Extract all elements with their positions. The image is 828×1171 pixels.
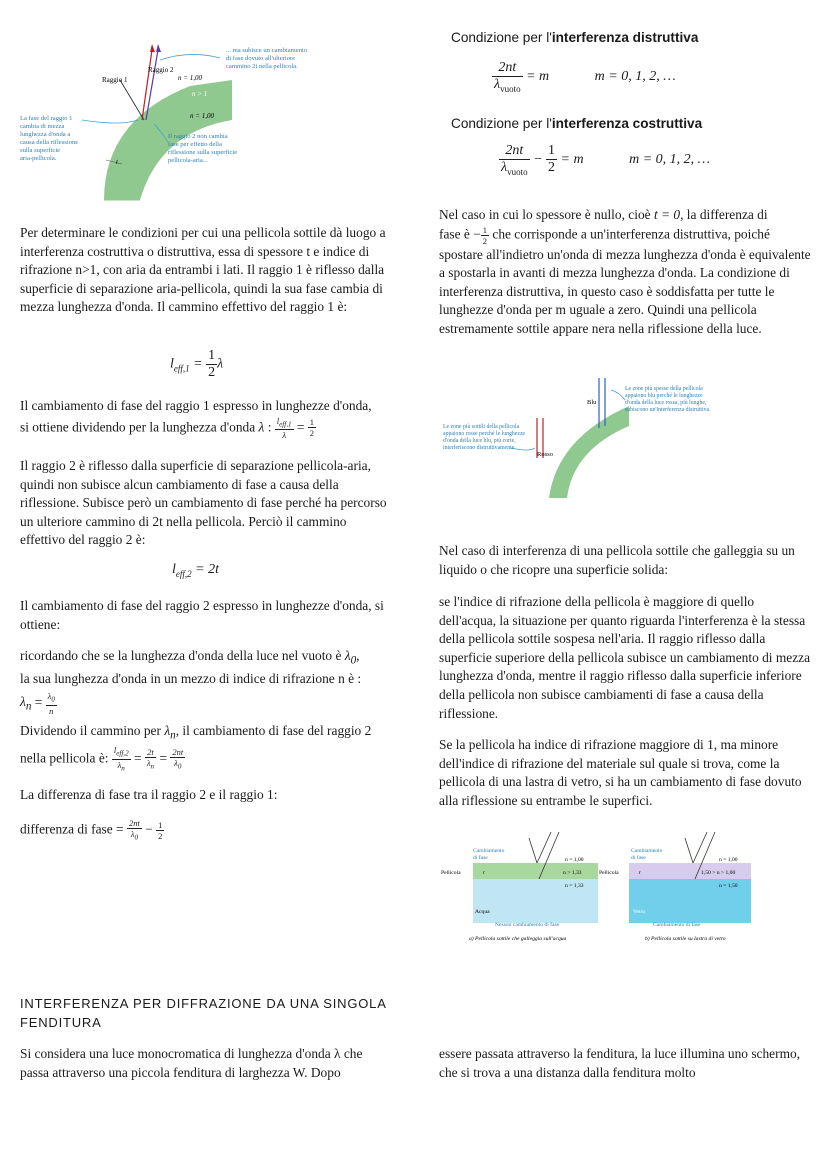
svg-text:lunghezza d'onda a: lunghezza d'onda a: [20, 131, 71, 138]
blu-label: Blu: [587, 399, 597, 406]
right-paragraph-4: Se la pellicola ha indice di rifrazione maggiore di 1, ma minore dell'indice di rifrazione del materiale sul quale si trova, come la pellicola di una lastra di vetro, si ha un cambiamento di fase dovuto alla riflessione su entrambe le superfici.: [439, 737, 802, 808]
svg-text:Cambiamento di fase: Cambiamento di fase: [653, 922, 701, 928]
svg-text:di fase: di fase: [631, 855, 646, 861]
right-paragraph-3: se l'indice di rifrazione della pellicola è maggiore di quello dell'acqua, la situazione per quanto riguarda l'interferenza è la stessa della pellicola sottile sospesa nell'aria. Il raggio riflesso dalla superficie superiore della pellicola subisce un cambiamento di mezza lunghezza d'onda, mentre il raggio riflesso dalla superficie inferiore della pellicola non subisce cambiamenti di fase a causa della riflessione.: [439, 594, 811, 721]
svg-text:causa della riflessione: causa della riflessione: [20, 139, 79, 146]
section-right-paragraph: essere passata attraverso la fenditura, la luce illumina uno schermo, che si trova a una distanza dalla fenditura molto: [439, 1046, 801, 1080]
left-paragraph-2a: Il cambiamento di fase del raggio 1 espresso in lunghezze d'onda,: [20, 398, 372, 413]
n-mid-label: n > 1: [192, 90, 208, 98]
svg-text:d'onda della luce blu, più cor: d'onda della luce blu, più corte,: [443, 438, 516, 444]
svg-text:fase per effetto della: fase per effetto della: [168, 141, 222, 148]
left-paragraph-5b: la sua lunghezza d'onda in un mezzo di indice di rifrazione n è :: [20, 671, 362, 687]
eq-phase-difference: differenza di fase = $\frac{2nt}{\lambda_0}$ − $\frac{1}{2}$: [20, 818, 163, 842]
left-paragraph-5a: ricordando che se la lunghezza d'onda della luce nel vuoto è $\lambda_0$,: [20, 648, 360, 667]
right-paragraph-1b: fase è − $\frac{1}{2}$ che corrisponde a un'interferenza distruttiva, poiché spostare all'indietro un'onda di mezza lunghezza d'onda è equivalente a spostarla in avanti di mezza lunghezza d'onda. La condizione di interferenza distruttiva, in questo caso è soddisfatta per tutte le lunghezze d'onda per m uguale a zero. Quindi una pellicola estremamente sottile appare nera nella riflessione della luce.: [439, 224, 811, 336]
svg-text:n = 1,00: n = 1,00: [719, 857, 738, 863]
svg-text:Vetro: Vetro: [633, 909, 646, 915]
svg-text:riflessione sulla superficie: riflessione sulla superficie: [168, 149, 238, 156]
svg-text:La fase del raggio 1: La fase del raggio 1: [20, 115, 73, 122]
svg-text:aria-pellicola.: aria-pellicola.: [20, 155, 57, 162]
svg-text:Nessun cambiamento di fase: Nessun cambiamento di fase: [495, 922, 560, 928]
eq-leff2: $l_{eff,2} = 2t$: [172, 562, 219, 579]
svg-text:t: t: [483, 870, 485, 876]
svg-text:cammino 2t nella pellicola.: cammino 2t nella pellicola.: [226, 63, 298, 70]
eq-costruttiva: $\frac{2nt}{\lambda_{vuoto}}$ − $\frac{1}{2}$ = m m = 0, 1, 2, …: [501, 143, 711, 177]
n-top-label: n = 1,00: [178, 74, 202, 82]
svg-text:Le zone più sottili della pell: Le zone più sottili della pellicola: [443, 424, 520, 430]
right-paragraph-2: Nel caso di interferenza di una pellicola sottile che galleggia su un liquido o che ricopre una superficie solida:: [439, 543, 795, 577]
t-label: t: [116, 158, 118, 166]
svg-text:Cambiamento: Cambiamento: [631, 848, 663, 854]
section-title: INTERFERENZA PER DIFFRAZIONE DA UNA SINGOLA FENDITURA: [20, 996, 386, 1030]
svg-text:Le zone più spesse della pelli: Le zone più spesse della pellicola: [625, 386, 703, 392]
rosso-label: Rosso: [537, 451, 553, 458]
svg-text:subiscono un'interferenza dist: subiscono un'interferenza distruttiva.: [625, 407, 711, 413]
incident-ray: [120, 80, 144, 120]
svg-text:di fase dovuto all'ulteriore: di fase dovuto all'ulteriore: [226, 55, 296, 62]
eq-lambda-n: $\lambda_n$ = $\frac{\lambda_0}{n}$: [20, 690, 55, 716]
eq-distruttiva: $\frac{2nt}{\lambda_{vuoto}}$ = m m = 0, 1, 2, …: [494, 60, 676, 94]
svg-text:n = 1,50: n = 1,50: [719, 883, 738, 889]
svg-text:n = 1,33: n = 1,33: [565, 883, 584, 889]
left-paragraph-6a: Dividendo il cammino per $\lambda_n$, il cambiamento di fase del raggio 2: [20, 723, 372, 742]
svg-text:di fase: di fase: [473, 855, 488, 861]
svg-text:Pellicola: Pellicola: [441, 870, 461, 876]
raggio1-label: Raggio 1: [102, 76, 128, 84]
svg-text:Acqua: Acqua: [475, 909, 490, 915]
svg-text:a) Pellicola sottile che galle: a) Pellicola sottile che galleggia sull'acqua: [469, 936, 567, 942]
svg-text:sulla superficie: sulla superficie: [20, 147, 61, 154]
svg-text:... ma subisce un cambiamento: ... ma subisce un cambiamento: [226, 47, 308, 54]
svg-text:appaiono rosse perché le lungh: appaiono rosse perché le lunghezze: [443, 431, 526, 437]
note-left: [20, 115, 78, 162]
note-top: [226, 47, 308, 70]
heading-costruttiva: Condizione per l'interferenza costruttiva: [451, 116, 703, 131]
left-paragraph-1: Per determinare le condizioni per cui una pellicola sottile dà luogo a interferenza costruttiva o distruttiva, essa di spessore t e indice di rifrazione n>1, con aria da entrambi i lati. Il raggio 1 è riflesso dalla superficie di separazione aria-pellicola, quindi la sua fase cambia di mezza lunghezza d'onda. Il cammino effettivo del raggio 1 è:: [20, 225, 386, 315]
left-paragraph-2b: si ottiene dividendo per la lunghezza d'onda λ : $\frac{l_{eff,1}}{\lambda}$ = $\frac{1}{2}$: [20, 415, 315, 441]
note-right: [168, 133, 237, 164]
svg-text:Cambiamento: Cambiamento: [473, 848, 505, 854]
eq-leff1: $l_{eff,1}$ = $\frac{1}{2}$ λ: [170, 348, 224, 380]
svg-text:appaiono blu perché le lunghez: appaiono blu perché le lunghezze: [625, 393, 703, 399]
n-bot-label: n = 1,00: [190, 112, 214, 120]
svg-text:d'onda della luce rossa, più l: d'onda della luce rossa, più lunghe,: [625, 400, 707, 406]
svg-text:n > 1,33: n > 1,33: [563, 870, 582, 876]
left-paragraph-7: La differenza di fase tra il raggio 2 e il raggio 1:: [20, 787, 278, 802]
section-left-paragraph: Si considera una luce monocromatica di lunghezza d'onda λ che passa attraverso una piccola fenditura di larghezza W. Dopo: [20, 1046, 363, 1080]
svg-text:pellicola-aria...: pellicola-aria...: [168, 157, 208, 164]
raggio2-label: Raggio 2: [148, 66, 174, 74]
left-paragraph-6b: nella pellicola è: $\frac{l_{eff,2}}{\lambda_n}$ = $\frac{2t}{\lambda_n}$ = $\frac{2nt}{\lambda_0}$: [20, 745, 184, 773]
thin-film-figure: [20, 40, 400, 210]
figure2-note-right: [625, 386, 711, 413]
film-band: [104, 80, 232, 200]
left-paragraph-3: Il raggio 2 è riflesso dalla superficie di separazione pellicola-aria, quindi non subisce alcun cambiamento di fase a causa della riflessione. Subisce però un cambiamento di fase perché ha percorso un ulteriore cammino di 2t nella pellicola. Perciò il cammino effettivo del raggio 2 è:: [20, 458, 387, 548]
svg-text:1,50 > n > 1,00: 1,50 > n > 1,00: [701, 870, 736, 876]
soap-film-figure: [439, 378, 819, 498]
svg-text:b) Pellicola sottile su lastra: b) Pellicola sottile su lastra di vetro: [645, 936, 726, 942]
svg-text:cambia di mezza: cambia di mezza: [20, 123, 65, 130]
left-paragraph-4: Il cambiamento di fase del raggio 2 espresso in lunghezze d'onda, si ottiene:: [20, 598, 384, 632]
svg-text:Il raggio 2 non cambia: Il raggio 2 non cambia: [168, 133, 228, 140]
svg-text:t: t: [639, 870, 641, 876]
heading-distruttiva: Condizione per l'interferenza distruttiva: [451, 30, 699, 45]
right-paragraph-1: Nel caso in cui lo spessore è nullo, cioè t = 0, la differenza di: [439, 207, 768, 222]
film-on-substrate-figure: [439, 828, 819, 946]
svg-text:interferiscono distruttivament: interferiscono distruttivamente.: [443, 445, 516, 451]
svg-text:n = 1,00: n = 1,00: [565, 857, 584, 863]
svg-text:Pellicola: Pellicola: [599, 870, 619, 876]
figure2-note-left: [443, 424, 526, 451]
